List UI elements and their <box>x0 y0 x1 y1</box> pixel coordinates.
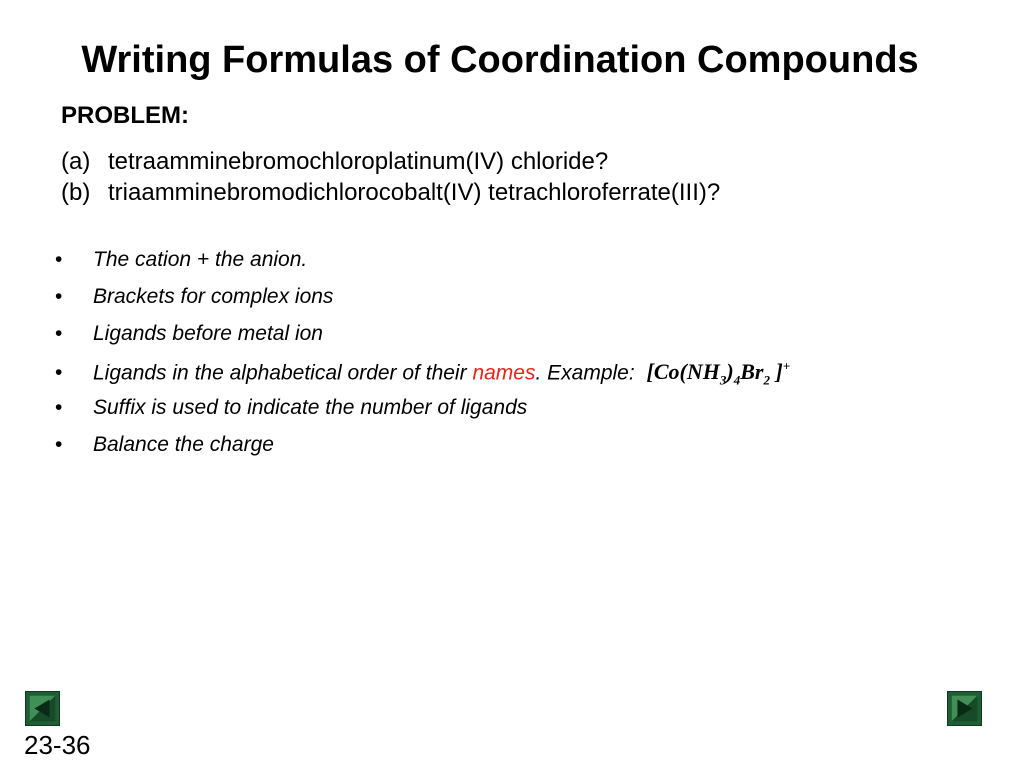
bullet-text: Suffix is used to indicate the number of ligands <box>93 396 528 419</box>
formula-part: ] <box>769 359 783 385</box>
bullet-item <box>55 248 790 285</box>
slide-title: Writing Formulas of Coordination Compounds <box>81 39 919 81</box>
triangle-right-icon <box>948 692 981 725</box>
bullet-dot: • <box>55 361 63 385</box>
problem-heading: PROBLEM: <box>61 102 189 129</box>
bullet-dot: • <box>55 248 63 271</box>
problem-label: (b) <box>61 179 91 206</box>
problem-item-b <box>61 177 720 208</box>
bullet-item <box>55 322 790 359</box>
bullet-text: The cation + the anion. <box>93 248 308 271</box>
bullet-item <box>55 433 790 470</box>
formula-charge: + <box>782 359 791 374</box>
example-formula <box>646 359 791 388</box>
formula-subscript: 2 <box>763 372 770 388</box>
previous-slide-button[interactable] <box>25 691 60 726</box>
formula-subscript: 3 <box>719 372 727 388</box>
bullet-item <box>55 285 790 322</box>
bullet-dot: • <box>55 322 63 345</box>
bullet-dot: • <box>55 285 63 308</box>
bullet-text: Balance the charge <box>93 433 274 456</box>
example-label: . Example: <box>535 361 635 385</box>
problem-item-a <box>61 146 720 177</box>
formula-part: ) <box>726 359 734 385</box>
formula-part: [Co(NH <box>646 359 720 385</box>
problem-list <box>61 146 720 208</box>
bullet-dot: • <box>55 433 63 456</box>
slide-number: 23-36 <box>24 730 91 760</box>
triangle-left-icon <box>26 692 59 725</box>
bullet-dot: • <box>55 396 63 419</box>
bullet-item <box>55 359 790 396</box>
bullet-text: Brackets for complex ions <box>93 285 334 308</box>
bullet-text-ligand-order <box>93 359 790 389</box>
bullet-text: Ligands before metal ion <box>93 322 323 345</box>
next-slide-button[interactable] <box>947 691 982 726</box>
problem-label: (a) <box>61 148 91 175</box>
bullet-list <box>55 248 790 470</box>
problem-text: triaamminebromodichlorocobalt(IV) tetrachloroferrate(III)? <box>108 179 721 206</box>
names-highlight: names <box>472 361 536 385</box>
formula-subscript: 4 <box>733 372 741 388</box>
bullet-item <box>55 396 790 433</box>
bullet-text: Ligands in the alphabetical order of their <box>93 361 467 385</box>
formula-part: Br <box>740 359 764 385</box>
problem-text: tetraamminebromochloroplatinum(IV) chloride? <box>108 148 609 175</box>
